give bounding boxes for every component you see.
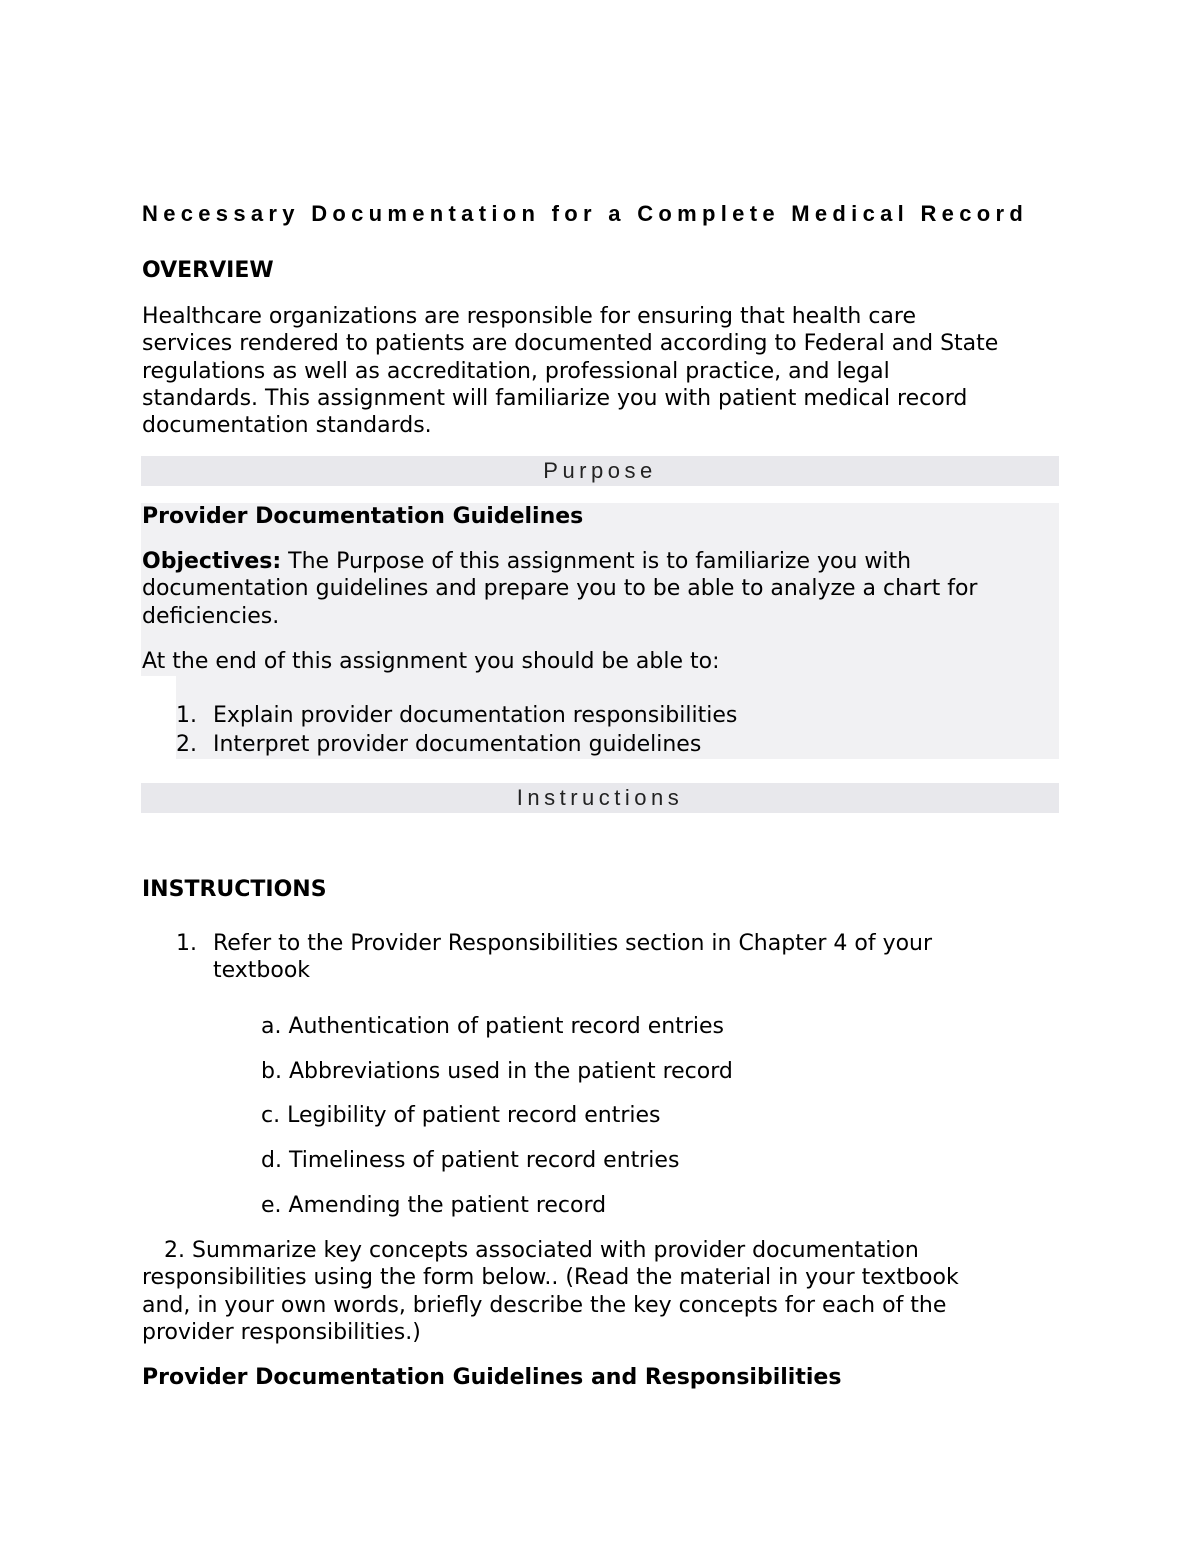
- subitem: c. Legibility of patient record entries: [261, 1103, 661, 1128]
- overview-line: standards. This assignment will familiarize you with patient medical record: [142, 385, 968, 411]
- subitem: a. Authentication of patient record entries: [261, 1014, 724, 1039]
- step-1-line: textbook: [213, 958, 311, 984]
- instructions-band: [141, 783, 1059, 813]
- step-2-paragraph: [142, 1237, 959, 1346]
- purpose-item-text: Interpret provider documentation guidelines: [213, 732, 702, 757]
- step-2-line: and, in your own words, briefly describe the key concepts for each of the: [142, 1292, 947, 1318]
- overview-line: documentation standards.: [142, 413, 432, 439]
- step-1-text: [213, 930, 932, 985]
- subitem: b. Abbreviations used in the patient record: [261, 1059, 733, 1084]
- objectives-line-first: [142, 548, 977, 575]
- objectives-paragraph: [142, 548, 977, 630]
- overview-paragraph: [142, 303, 998, 439]
- purpose-heading: Provider Documentation Guidelines: [142, 504, 584, 529]
- overview-line: Healthcare organizations are responsible for ensuring that health care: [142, 304, 916, 329]
- final-heading: Provider Documentation Guidelines and Responsibilities: [142, 1365, 842, 1390]
- overview-line: services rendered to patients are documented according to Federal and State: [142, 331, 999, 357]
- purpose-item-number: 1.: [176, 703, 197, 728]
- step-2-line: provider responsibilities.): [142, 1319, 421, 1345]
- step-2-line: 2. Summarize key concepts associated with provider documentation: [164, 1238, 919, 1263]
- purpose-item-text: Explain provider documentation responsibilities: [213, 703, 738, 728]
- purpose-section-notch: [141, 676, 176, 759]
- objectives-line: deficiencies.: [142, 603, 280, 629]
- step-2-line: responsibilities using the form below.. (Read the material in your textbook: [142, 1265, 959, 1291]
- overview-heading: OVERVIEW: [142, 258, 274, 283]
- step-1-line: Refer to the Provider Responsibilities section in Chapter 4 of your: [213, 931, 933, 956]
- subitem: d. Timeliness of patient record entries: [261, 1148, 680, 1173]
- step-1-number: 1.: [176, 931, 197, 956]
- subitem: e. Amending the patient record: [261, 1193, 607, 1218]
- purpose-item-number: 2.: [176, 732, 197, 757]
- objectives-label: Objectives:: [142, 549, 282, 574]
- objectives-text: The Purpose of this assignment is to familiarize you with: [281, 549, 912, 574]
- overview-line: regulations as well as accreditation, professional practice, and legal: [142, 358, 890, 384]
- instructions-heading: INSTRUCTIONS: [142, 877, 327, 902]
- purpose-intro: At the end of this assignment you should be able to:: [142, 649, 720, 674]
- document-title: Necessary Documentation for a Complete Medical Record: [142, 201, 1029, 226]
- purpose-band: [141, 456, 1059, 486]
- instructions-band-label: Instructions: [516, 785, 684, 810]
- purpose-band-label: Purpose: [543, 458, 657, 483]
- objectives-line: documentation guidelines and prepare you to be able to analyze a chart for: [142, 576, 978, 602]
